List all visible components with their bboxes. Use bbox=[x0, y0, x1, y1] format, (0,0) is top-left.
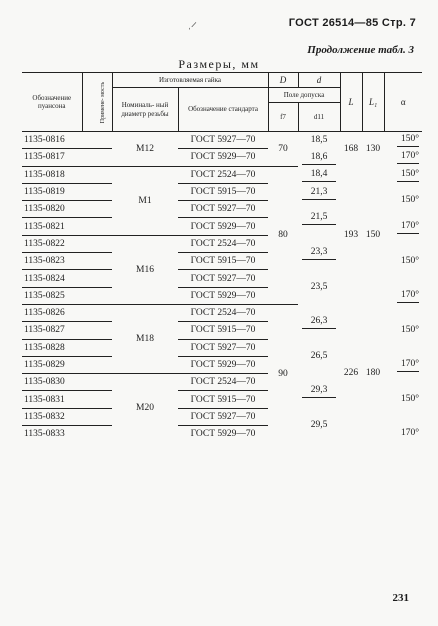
header-L: L bbox=[340, 73, 362, 132]
header-D: D bbox=[268, 73, 298, 88]
table-row: 1135-0816 М12 ГОСТ 5927—70 70 18,5 168 130 150° bbox=[22, 132, 422, 149]
punch-table bbox=[22, 72, 422, 442]
table-row: 1135-0832 ГОСТ 5927—70 29,5 bbox=[22, 408, 422, 425]
L-cell: 226 bbox=[343, 368, 359, 379]
page-header: ГОСТ 26514—85 Стр. 7 bbox=[288, 17, 416, 29]
header-nominal-diameter: Номиналь- ный диаметр резьбы bbox=[112, 88, 178, 132]
nominal-diameter-cell: М16 bbox=[112, 235, 178, 304]
nominal-diameter-cell: М1 bbox=[112, 166, 178, 235]
table-row: 1135-0819 ГОСТ 5915—70 21,3 150° bbox=[22, 183, 422, 200]
nominal-diameter-cell: М20 bbox=[136, 403, 154, 414]
header-f7: f7 bbox=[268, 103, 298, 132]
header-d11: d11 bbox=[298, 103, 340, 132]
table-row: 1135-0825 ГОСТ 5929—70 170° bbox=[22, 287, 422, 304]
L-cell: 168 bbox=[343, 144, 359, 155]
table-row: 1135-0833 ГОСТ 5929—70 170° bbox=[24, 428, 420, 440]
header-tolerance: Поле допуска bbox=[268, 88, 340, 103]
table-row: 1135-0818 М1 ГОСТ 2524—70 80 18,4 193 150 150° bbox=[22, 166, 422, 183]
D-cell: 70 bbox=[268, 132, 298, 167]
header-standard: Обозначение стандарта bbox=[178, 88, 268, 132]
table-row: 1135-0831 ГОСТ 5915—70 bbox=[22, 391, 422, 408]
L-cell: 193 bbox=[343, 230, 359, 241]
header-alpha: α bbox=[384, 73, 422, 132]
dimensions-caption: Размеры, мм bbox=[178, 57, 260, 71]
table-row: 1135-0826 М18 ГОСТ 2524—70 90 26,3 226 180 150° bbox=[22, 304, 422, 321]
nominal-diameter-cell: М18 bbox=[112, 304, 178, 373]
L1-cell: 150 bbox=[365, 230, 381, 241]
table-row: 1135-0828 ГОСТ 5927—70 26,5 bbox=[22, 339, 422, 356]
header-d: d bbox=[298, 73, 340, 88]
table-row: 1135-0822 М16 ГОСТ 2524—70 23,3 150° bbox=[22, 235, 422, 252]
L1-cell: 130 bbox=[365, 144, 381, 155]
header-nut: Изготовляемая гайка bbox=[112, 73, 268, 88]
page-number: 231 bbox=[392, 592, 409, 604]
table-row: 1135-0829 ГОСТ 5929—70 170° bbox=[22, 356, 422, 373]
D-cell: 80 bbox=[268, 166, 298, 304]
header-L1: L₁ bbox=[362, 73, 384, 132]
table-row: 1135-0823 ГОСТ 5915—70 bbox=[22, 253, 422, 270]
table-row: 1135-0817 ГОСТ 5929—70 18,6 170° bbox=[22, 149, 422, 166]
table-continuation: Продолжение табл. 3 bbox=[307, 44, 414, 56]
header-application: Примене- мость bbox=[82, 73, 112, 132]
header-designation: Обозначение пуансона bbox=[22, 73, 82, 132]
table-row: 1135-0830 М20 ГОСТ 2524—70 29,3 150° bbox=[22, 374, 422, 391]
table-row: 1135-0827 ГОСТ 5915—70 bbox=[22, 322, 422, 339]
table-row: 1135-0820 ГОСТ 5927—70 21,5 bbox=[22, 201, 422, 218]
table-row: 1135-0821 ГОСТ 5929—70 170° bbox=[22, 218, 422, 235]
D-cell: 90 bbox=[278, 368, 288, 379]
nominal-diameter-cell: М12 bbox=[112, 132, 178, 167]
L1-cell: 180 bbox=[365, 368, 381, 379]
scan-mark: ˌ ̷ bbox=[188, 19, 194, 30]
table-row: 1135-0824 ГОСТ 5927—70 23,5 bbox=[22, 270, 422, 287]
